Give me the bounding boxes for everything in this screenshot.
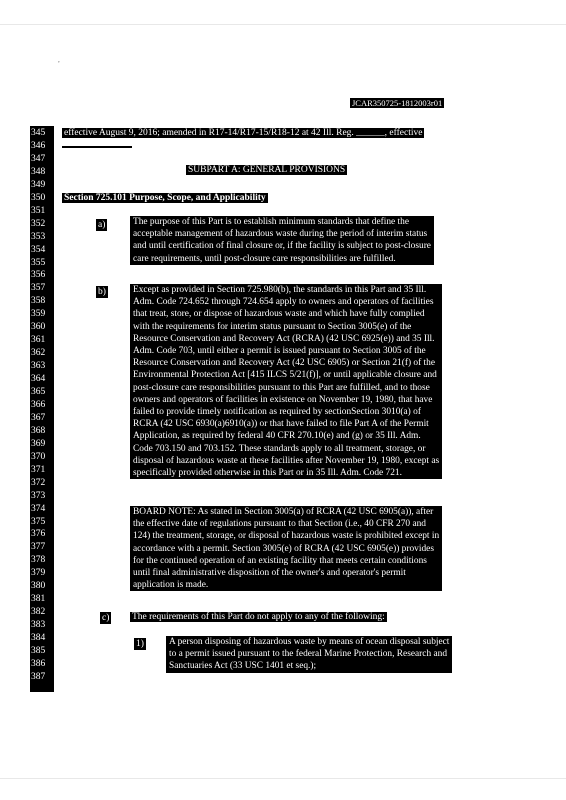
line-number: 368	[31, 425, 46, 436]
line-number: 372	[31, 477, 46, 488]
line-number: 384	[31, 633, 46, 644]
para-a-line: and until certification of final closure or, if the facility is subject to post-closure	[133, 241, 431, 252]
scan-edge-bottom	[0, 778, 566, 779]
para-a-marker: a)	[98, 220, 106, 230]
scan-edge-top	[0, 24, 566, 25]
line-number: 347	[31, 153, 46, 164]
para-b-line: disposal of hazardous waste at these facilities after November 19, 1980, except as	[133, 455, 440, 466]
para-b-line: that treat, store, or dispose of hazardous waste and which have fully complied	[133, 309, 425, 320]
line-number: 382	[31, 607, 46, 618]
line-number: 369	[31, 438, 46, 449]
line-number: 349	[31, 179, 46, 190]
line-number: 370	[31, 451, 46, 462]
para-a-block	[130, 216, 434, 265]
para-b-line: Resource Conservation and Recovery Act (42 USC 6905) or Section 21(f) of the	[133, 358, 436, 369]
line-number: 365	[31, 387, 46, 397]
document-id: JCAR350725-1812003r01	[352, 98, 443, 108]
line-number: 373	[31, 490, 46, 501]
line-number: 355	[31, 257, 46, 268]
line-number: 367	[31, 412, 46, 423]
line-number: 354	[31, 244, 46, 255]
section-heading: Section 725.101 Purpose, Scope, and Applicability	[64, 193, 266, 203]
line-number: 374	[31, 503, 46, 514]
line-345-text: effective August 9, 2016; amended in R17-14/R17-15/R18-12 at 42 Ill. Reg. ______, effective	[64, 128, 423, 138]
line-number: 346	[31, 140, 46, 151]
line-number: 363	[31, 361, 46, 372]
para-b-marker: b)	[98, 287, 106, 297]
para-b-block	[130, 284, 442, 479]
para-b-line: post-closure care responsibilities pursuant to this Part are fulfilled, and to those	[133, 382, 430, 393]
para-b-line: Code 703.150 and 703.152. These standards apply to all treatment, storage, or	[133, 443, 426, 454]
line-number: 350	[31, 192, 46, 203]
board-note-line: until final administrative disposition of the owner's and operator's permit	[133, 568, 406, 579]
board-note-line: 124) the treatment, storage, or disposal of hazardous waste is prohibited except in	[133, 531, 440, 542]
line-number: 379	[31, 568, 46, 579]
para-b-line: Except as provided in Section 725.980(b), the standards in this Part and 35 Ill.	[133, 285, 427, 295]
subpart-heading: SUBPART A: GENERAL PROVISIONS	[188, 165, 346, 175]
line-number: 385	[31, 646, 46, 656]
underline-rule	[62, 146, 132, 148]
para-b-line: Environmental Protection Act [415 ILCS 5/21(f)], or until applicable closure and	[133, 370, 437, 381]
line-number: 358	[31, 296, 46, 307]
line-number: 348	[31, 166, 46, 177]
line-number: 359	[31, 309, 46, 320]
para-a-line: acceptable management of hazardous waste during the period of interim status	[133, 229, 428, 240]
para-a-line: care requirements, until post-closure care responsibilities are fulfilled.	[133, 253, 396, 264]
board-note-block	[130, 506, 442, 591]
line-number: 360	[31, 322, 46, 333]
para-b-line: Adm. Code 724.652 through 724.654 apply to owners and operators of facilities	[133, 297, 434, 308]
line-number: 351	[31, 205, 46, 216]
board-note-line: BOARD NOTE: As stated in Section 3005(a) of RCRA (42 USC 6905(a)), after	[133, 507, 434, 517]
para-c1-line: Sanctuaries Act (33 USC 1401 et seq.);	[169, 661, 317, 672]
line-number: 383	[31, 620, 46, 631]
line-number: 371	[31, 464, 46, 475]
line-number: 366	[31, 399, 46, 410]
line-number: 345	[31, 128, 46, 138]
line-number: 357	[31, 283, 46, 294]
line-number: 378	[31, 555, 46, 566]
line-number: 352	[31, 218, 46, 229]
para-c1-line: A person disposing of hazardous waste by means of ocean disposal subject	[169, 637, 450, 647]
para-c-marker: c)	[102, 613, 110, 623]
para-c-text: The requirements of this Part do not apply to any of the following:	[132, 612, 385, 622]
para-b-line: Application, as required by federal 40 CFR 270.10(e) and (g) or 35 Ill. Adm.	[133, 431, 421, 442]
line-number: 376	[31, 529, 46, 540]
line-number: 377	[31, 542, 46, 553]
para-b-line: Resource Conservation and Recovery Act (RCRA) (42 USC 6925(e)) and 35 Ill.	[133, 333, 435, 344]
line-number: 353	[31, 231, 46, 242]
para-c1-marker: 1)	[136, 639, 144, 649]
board-note-line: for the continued operation of an existing facility that meets certain conditions	[133, 555, 427, 566]
para-c1-line: to a permit issued pursuant to the federal Marine Protection, Research and	[169, 649, 448, 660]
scan-speck: ,	[58, 56, 60, 64]
para-b-line: owners and operators of facilities in existence on November 19, 1980, that have	[133, 394, 433, 405]
board-note-line: application is made.	[133, 580, 209, 591]
line-number: 356	[31, 270, 46, 281]
line-number: 386	[31, 658, 46, 669]
board-note-line: accordance with a permit. Section 3005(e) of RCRA (42 USC 6905(e)) provides	[133, 543, 434, 554]
para-b-line: specifically provided otherwise in this Part or in 35 Ill. Adm. Code 721.	[133, 468, 402, 479]
line-number: 361	[31, 335, 46, 346]
line-number: 380	[31, 581, 46, 592]
line-number: 364	[31, 374, 46, 385]
para-b-line: Adm. Code 703, until either a permit is issued pursuant to Section 3005 of the	[133, 346, 426, 357]
line-number: 362	[31, 348, 46, 359]
para-b-line: with the requirements for interim status pursuant to Section 3005(e) of the	[133, 321, 412, 332]
board-note-line: the effective date of regulations pursuant to that Section (i.e., 40 CFR 270 and	[133, 519, 426, 530]
line-number: 375	[31, 516, 46, 527]
para-b-line: RCRA (42 USC 6930(a)6910(a)) or that have failed to file Part A of the Permit	[133, 419, 429, 430]
para-b-line: failed to provide timely notification as required by sectionSection 3010(a) of	[133, 407, 421, 418]
line-number: 387	[31, 671, 46, 682]
line-number: 381	[31, 594, 46, 605]
para-c1-block	[166, 636, 452, 673]
para-a-line: The purpose of this Part is to establish minimum standards that define the	[133, 217, 409, 227]
